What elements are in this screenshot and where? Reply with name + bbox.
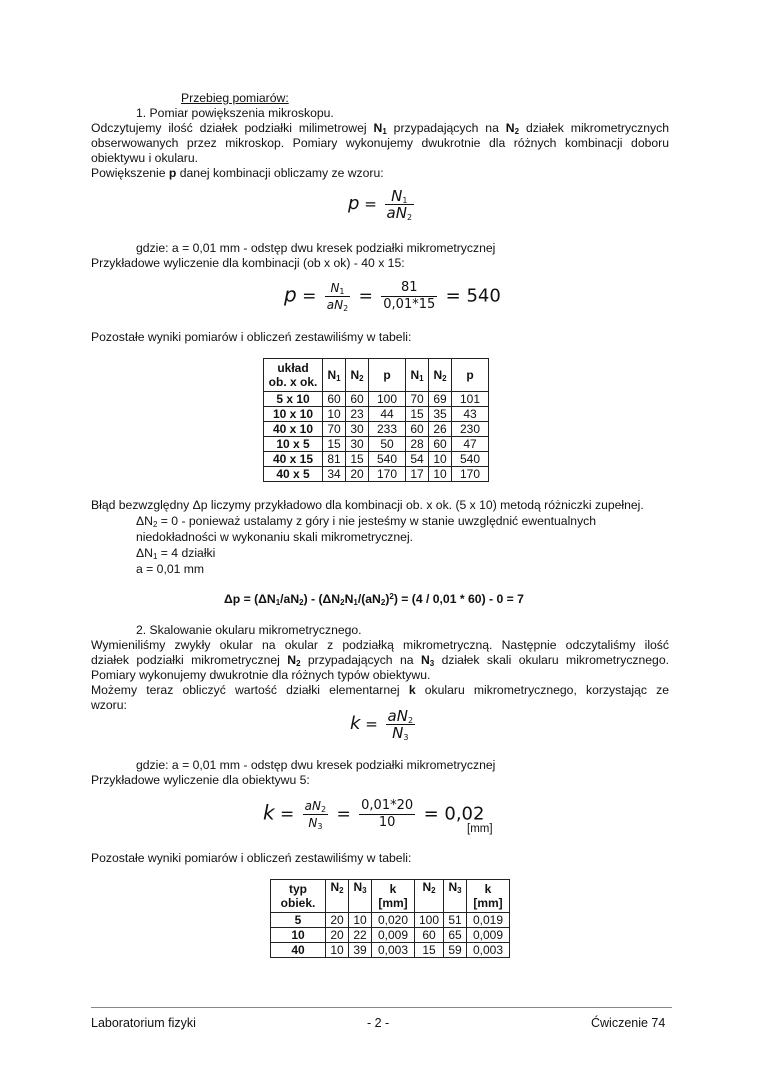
table-cell: 40 x 10	[264, 422, 323, 437]
header-p: p	[369, 359, 406, 392]
table-cell: 15	[406, 407, 429, 422]
table-cell: 10	[323, 407, 346, 422]
table-cell: 70	[323, 422, 346, 437]
table-cell: 69	[429, 392, 452, 407]
table-cell: 10 x 10	[264, 407, 323, 422]
table-cell: 0,009	[372, 928, 415, 943]
table-row	[264, 392, 489, 407]
error-intro: Błąd bezwzględny Δp liczymy przykładowo dla kombinacji ob. x ok. (5 x 10) metodą różniczki zupełnej.	[91, 498, 644, 512]
header-typ: typ obiek.	[271, 880, 326, 913]
table-cell: 17	[406, 467, 429, 482]
table-cell: 40	[271, 943, 326, 958]
header-n2: $N_2$	[346, 359, 369, 392]
section1-example-intro: Przykładowe wyliczenie dla kombinacji (ob x ok) - 40 x 15:	[91, 256, 405, 270]
header-n2-b: $N_2$	[429, 359, 452, 392]
section2-p1-line2: działek podziałki mikrometrycznej $N_2$ przypadających na $N_3$ działek skali okularu mikrometrycznego.	[91, 653, 670, 668]
unit-mm: [mm]	[467, 823, 493, 835]
table-cell: 540	[369, 452, 406, 467]
table-cell: 28	[406, 437, 429, 452]
footer-right: Ćwiczenie 74	[591, 1016, 666, 1030]
table-row	[264, 437, 489, 452]
header-n3: $N_3$	[349, 880, 372, 913]
table-cell: 26	[429, 422, 452, 437]
table-cell: 0,019	[467, 913, 510, 928]
table-cell: 10	[429, 452, 452, 467]
scale-table	[270, 879, 510, 958]
section2-where: gdzie: a = 0,01 mm - odstęp dwu kresek podziałki mikrometrycznej	[136, 758, 496, 772]
table-cell: 44	[369, 407, 406, 422]
section1-paragraph2: Powiększenie p danej kombinacji obliczamy ze wzoru:	[91, 166, 384, 180]
table-cell: 30	[346, 437, 369, 452]
section2-p2-line1: Możemy teraz obliczyć wartość działki elementarnej k okularu mikrometrycznego, korzystając ze	[91, 683, 670, 697]
table-cell: 10	[271, 928, 326, 943]
table-cell: 40 x 5	[264, 467, 323, 482]
table-cell: 23	[346, 407, 369, 422]
table-cell: 34	[323, 467, 346, 482]
table-cell: 0,003	[372, 943, 415, 958]
header-p-b: p	[452, 359, 489, 392]
table-header-row	[264, 359, 489, 392]
table-row	[264, 407, 489, 422]
table-row	[271, 928, 510, 943]
table-cell: 100	[369, 392, 406, 407]
table-cell: 0,020	[372, 913, 415, 928]
table-cell: 233	[369, 422, 406, 437]
header-uklad: układ ob. x ok.	[264, 359, 323, 392]
section1-paragraph1-line3: obiektywu i okularu.	[91, 151, 199, 165]
table-cell: 54	[406, 452, 429, 467]
table-row	[271, 913, 510, 928]
section2-title: 2. Skalowanie okularu mikrometrycznego.	[136, 623, 362, 637]
table-cell: 70	[406, 392, 429, 407]
error-a: a = 0,01 mm	[136, 562, 205, 576]
table-cell: 0,009	[467, 928, 510, 943]
formula-p: p = $\frac{N_1}{aN_2}$	[348, 187, 413, 222]
error-dn2-line2: niedokładności w wykonaniu skali mikrometrycznej.	[136, 530, 414, 544]
table-cell: 47	[452, 437, 489, 452]
formula-p-example: p = $\frac{N_1}{aN_2}$ = $\frac{81}{0,01*15}$ = 540	[284, 280, 501, 313]
table-cell: 230	[452, 422, 489, 437]
magnification-table	[263, 358, 489, 482]
table-cell: 81	[323, 452, 346, 467]
table-cell: 60	[415, 928, 444, 943]
table-cell: 60	[346, 392, 369, 407]
error-dn1: $\Delta N_1 = 4$ działki	[136, 546, 216, 561]
table-cell: 0,003	[467, 943, 510, 958]
table-cell: 40 x 15	[264, 452, 323, 467]
table-cell: 43	[452, 407, 489, 422]
table-cell: 20	[326, 928, 349, 943]
table-cell: 30	[346, 422, 369, 437]
header-n1-b: $N_1$	[406, 359, 429, 392]
table-cell: 170	[369, 467, 406, 482]
table-cell: 5	[271, 913, 326, 928]
footer-left: Laboratorium fizyki	[91, 1016, 196, 1030]
section2-rest: Pozostałe wyniki pomiarów i obliczeń zestawiliśmy w tabeli:	[91, 851, 412, 865]
table-cell: 59	[444, 943, 467, 958]
error-formula: $\Delta p = (\Delta N_1/aN_2) - (\Delta N_2N_1/(aN_2)^2) = (4 / 0,01 * 60) - 0 = 7$	[224, 592, 524, 607]
table-row	[264, 452, 489, 467]
header-n3-b: $N_3$	[444, 880, 467, 913]
table-cell: 540	[452, 452, 489, 467]
section2-example-intro: Przykładowe wyliczenie dla obiektywu 5:	[91, 773, 310, 787]
header-n2-b: $N_2$	[415, 880, 444, 913]
footer-page-number: - 2 -	[367, 1016, 390, 1030]
section2-p1-line1: Wymieniliśmy zwykły okular na okular z podziałką mikrometryczną. Następnie odczytaliśmy ilość	[91, 638, 669, 652]
table-row	[271, 943, 510, 958]
footer-divider	[91, 1007, 672, 1008]
table-cell: 51	[444, 913, 467, 928]
table-cell: 10	[326, 943, 349, 958]
table-header-row	[271, 880, 510, 913]
table-cell: 100	[415, 913, 444, 928]
table-row	[264, 422, 489, 437]
section1-rest: Pozostałe wyniki pomiarów i obliczeń zestawiliśmy w tabeli:	[91, 330, 412, 344]
table-cell: 22	[349, 928, 372, 943]
section2-p1-line3: Pomiary wykonujemy dwukrotnie dla różnych typów obiektywu.	[91, 668, 431, 682]
section2-p2-line2: wzoru:	[91, 698, 127, 712]
section1-paragraph1-line1: Odczytujemy ilość działek podziałki milimetrowej $N_1$ przypadających na $N_2$ działek mikrometrycznych	[91, 121, 669, 136]
table-cell: 170	[452, 467, 489, 482]
table-cell: 15	[346, 452, 369, 467]
table-cell: 10 x 5	[264, 437, 323, 452]
table-cell: 50	[369, 437, 406, 452]
formula-k: k = $\frac{aN_2}{N_3}$	[350, 707, 414, 742]
table-cell: 35	[429, 407, 452, 422]
error-dn2: $\Delta N_2 = 0$ - ponieważ ustalamy z góry i nie jesteśmy w stanie uwzględnić ewentualnych	[136, 514, 597, 529]
header-n1: $N_1$	[323, 359, 346, 392]
section1-title: 1. Pomiar powiększenia mikroskopu.	[136, 106, 334, 120]
section1-paragraph1-line2: obserwowanych przez mikroskop. Pomiary wykonujemy dwukrotnie dla różnych kombinacji doboru	[91, 136, 669, 150]
table-cell: 15	[323, 437, 346, 452]
table-cell: 20	[346, 467, 369, 482]
table-cell: 5 x 10	[264, 392, 323, 407]
header-k-b: k [mm]	[467, 880, 510, 913]
table-cell: 60	[406, 422, 429, 437]
table-cell: 15	[415, 943, 444, 958]
page-heading: Przebieg pomiarów:	[181, 91, 289, 105]
table-cell: 60	[323, 392, 346, 407]
table-cell: 10	[349, 913, 372, 928]
table-cell: 60	[429, 437, 452, 452]
table-cell: 101	[452, 392, 489, 407]
table-cell: 20	[326, 913, 349, 928]
section1-where: gdzie: a = 0,01 mm - odstęp dwu kresek podziałki mikrometrycznej	[136, 241, 496, 255]
header-k: k [mm]	[372, 880, 415, 913]
table-cell: 10	[429, 467, 452, 482]
header-n2: $N_2$	[326, 880, 349, 913]
formula-k-example: k = $\frac{aN_2}{N_3}$ = $\frac{0,01*20}{10}$ = 0,02	[263, 798, 485, 831]
table-cell: 39	[349, 943, 372, 958]
table-cell: 65	[444, 928, 467, 943]
table-row	[264, 467, 489, 482]
